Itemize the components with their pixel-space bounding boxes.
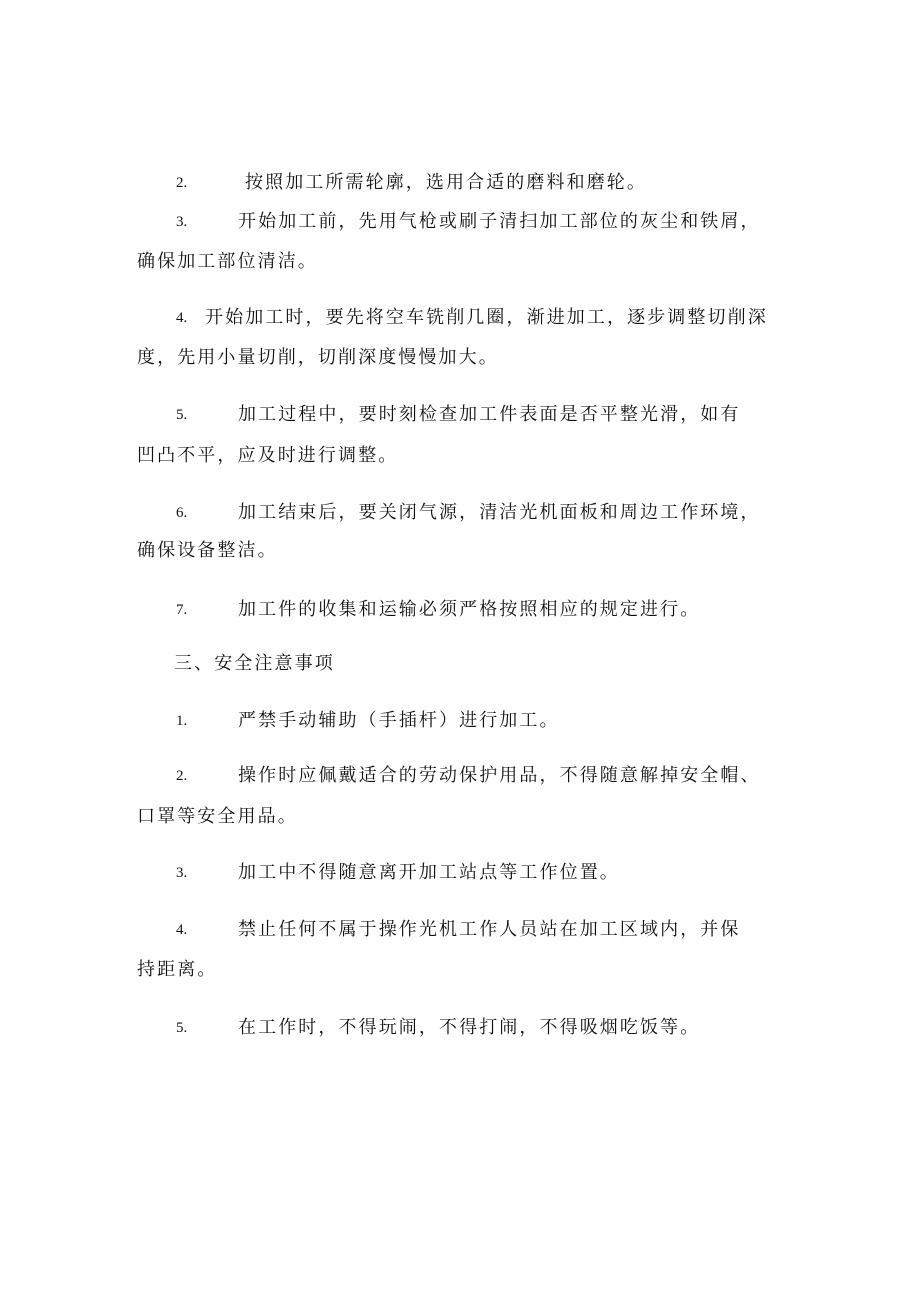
- list-item-text: 严禁手动辅助（手插杆）进行加工。: [238, 710, 560, 731]
- list-item-text: 凹凸不平，应及时进行调整。: [137, 445, 399, 466]
- list-number: 5.: [176, 407, 188, 423]
- list-item-text: 加工件的收集和运输必须严格按照相应的规定进行。: [238, 599, 701, 620]
- list-item-text: 确保设备整洁。: [137, 540, 278, 561]
- list-item-text: 开始加工前，先用气枪或刷子清扫加工部位的灰尘和铁屑，: [238, 211, 761, 232]
- list-number: 1.: [176, 713, 188, 729]
- list-number: 6.: [176, 505, 188, 521]
- list-number: 3.: [176, 214, 188, 230]
- list-number: 2.: [176, 175, 188, 191]
- list-number: 3.: [176, 865, 188, 881]
- list-item-text: 持距离。: [137, 959, 218, 980]
- list-item-text: 禁止任何不属于操作光机工作人员站在加工区域内，并保: [238, 919, 741, 940]
- list-item-text: 加工结束后，要关闭气源，清洁光机面板和周边工作环境，: [238, 502, 761, 523]
- list-item-text: 开始加工时，要先将空车铣削几圈，渐进加工，逐步调整切削深: [205, 307, 768, 328]
- section-heading: 三、安全注意事项: [174, 653, 335, 674]
- list-item-text: 操作时应佩戴适合的劳动保护用品，不得随意解掉安全帽、: [238, 765, 761, 786]
- list-item-text: 加工过程中，要时刻检查加工件表面是否平整光滑，如有: [238, 404, 741, 425]
- list-number: 2.: [176, 768, 188, 784]
- list-number: 4.: [176, 922, 188, 938]
- list-number: 7.: [176, 602, 188, 618]
- list-item-text: 口罩等安全用品。: [137, 806, 298, 827]
- list-item-text: 确保加工部位清洁。: [137, 251, 318, 272]
- list-number: 5.: [176, 1020, 188, 1036]
- list-item-text: 度，先用小量切削，切削深度慢慢加大。: [137, 347, 499, 368]
- list-item-text: 加工中不得随意离开加工站点等工作位置。: [238, 862, 620, 883]
- list-item-text: 按照加工所需轮廓，选用合适的磨料和磨轮。: [245, 172, 647, 193]
- list-item-text: 在工作时，不得玩闹，不得打闹，不得吸烟吃饭等。: [238, 1017, 701, 1038]
- list-number: 4.: [176, 310, 188, 326]
